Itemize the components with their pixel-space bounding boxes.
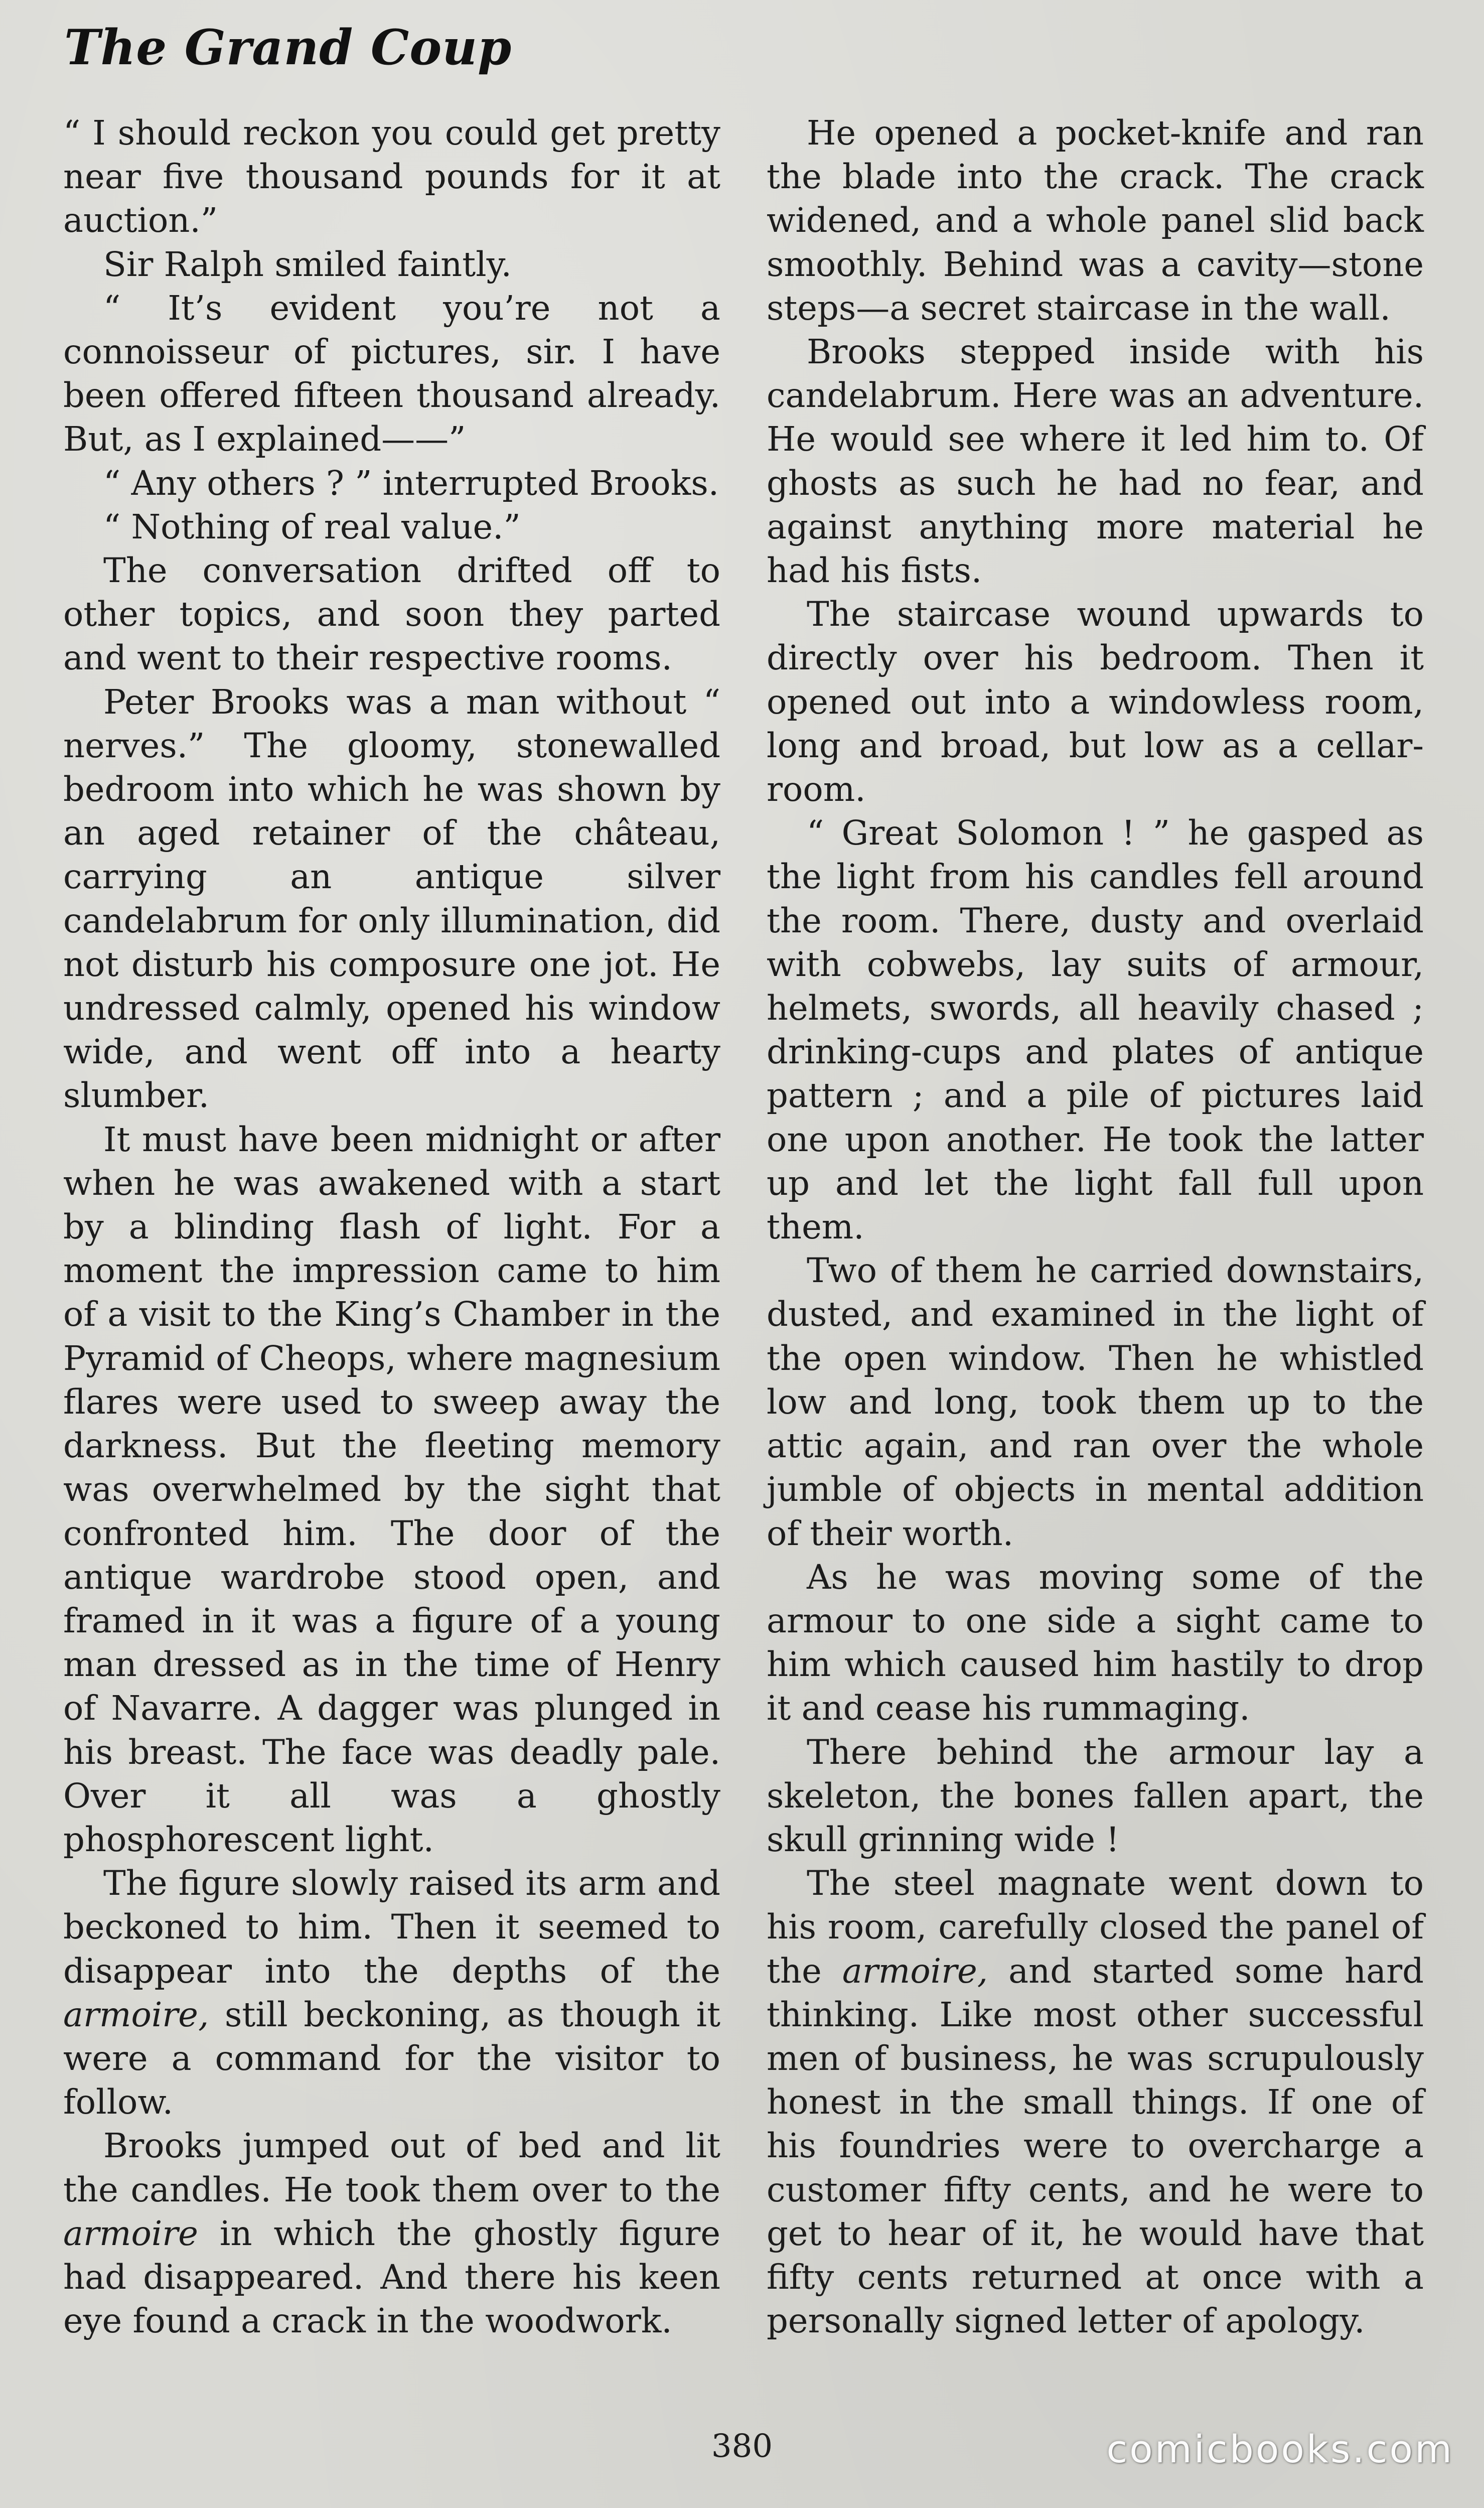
paragraph [63, 1862, 720, 2124]
paragraph: “ It’s evident you’re not a connoisseur of pictures, sir. I have been offered fifteen thousand already. But, as I explained——” [63, 288, 720, 459]
paragraph: “ I should reckon you could get pretty near five thousand pounds for it at auction.” [63, 113, 720, 240]
italic-word: armoire, [63, 1995, 209, 2034]
italic-word: armoire, [842, 1951, 988, 1991]
page-number: 380 [711, 2428, 773, 2465]
paragraph: “ Any others ? ” interrupted Brooks. [103, 463, 719, 503]
paragraph: “ Great Solomon ! ” he gasped as the light from his candles fell around the room. There, dusty and overlaid with cobwebs, lay suits of armour, helmets, swords, all heavily chased ; drinking-cups and plates of antique pattern ; and a pile of pictures laid one upon another. He took the latter up and let the light fall full upon them. [767, 813, 1424, 1247]
paragraph: Peter Brooks was a man without “ nerves.” The gloomy, stonewalled bedroom into which he was shown by an aged retainer of the château, carrying an antique silver candelabrum for only illumination, did not disturb his composure one jot. He undressed calmly, opened his window wide, and went off into a hearty slumber. [63, 682, 720, 1116]
site-watermark: comicbooks.com [1106, 2427, 1454, 2471]
paragraph-text: Brooks jumped out of bed and lit the candles. He took them over to the [63, 2126, 720, 2209]
paragraph: “ Nothing of real value.” [103, 507, 521, 546]
paragraph: The conversation drifted off to other topics, and soon they parted and went to their respective rooms. [63, 551, 720, 678]
paragraph-text: The steel magnate went down to his room, carefully closed the panel of the [767, 1864, 1424, 1991]
paragraph: Sir Ralph smiled faintly. [103, 244, 512, 284]
paragraph: There behind the armour lay a skeleton, the bones fallen apart, the skull grinning wide ! [767, 1732, 1424, 1859]
paragraph: As he was moving some of the armour to one side a sight came to him which caused him hastily to drop it and cease his rummaging. [767, 1557, 1424, 1728]
paragraph: The staircase wound upwards to directly over his bedroom. Then it opened out into a windowless room, long and broad, but low as a cellar-room. [767, 595, 1424, 809]
paragraph-text: still beckoning, as though it were a command for the visitor to follow. [63, 1995, 720, 2122]
paragraph-text: and started some hard thinking. Like most other successful men of business, he was scrupulously honest in the small things. If one of his foundries were to overcharge a customer fifty cents, and he were to get to hear of it, he would have that fifty cents returned at once with a personally signed letter of apology. [767, 1951, 1424, 2341]
paragraph: It must have been midnight or after when he was awakened with a start by a blinding flash of light. For a moment the impression came to him of a visit to the King’s Chamber in the Pyramid of Cheops, where magnesium flares were used to sweep away the darkness. But the fleeting memory was overwhelmed by the sight that confronted him. The door of the antique wardrobe stood open, and framed in it was a figure of a young man dressed as in the time of Henry of Navarre. A dagger was plunged in his breast. The face was deadly pale. Over it all was a ghostly phosphorescent light. [63, 1120, 720, 1859]
left-text-column [63, 111, 720, 2343]
paragraph [63, 2124, 720, 2343]
right-text-column [767, 111, 1424, 2343]
paragraph: Brooks stepped inside with his candelabrum. Here was an adventure. He would see where it led him to. Of ghosts as such he had no fear, and against anything more material he had his fists. [767, 332, 1424, 591]
paragraph: Two of them he carried downstairs, dusted, and examined in the light of the open window. Then he whistled low and long, took them up to the attic again, and ran over the whole jumble of objects in mental addition of their worth. [767, 1251, 1424, 1553]
paragraph: He opened a pocket-knife and ran the blade into the crack. The crack widened, and a whole panel slid back smoothly. Behind was a cavity—stone steps—a secret staircase in the wall. [767, 113, 1424, 328]
paragraph-text: The figure slowly raised its arm and beckoned to him. Then it seemed to disappear into the depths of the [63, 1864, 720, 1991]
paragraph [767, 1862, 1424, 2343]
paragraph-text: in which the ghostly figure had disappeared. And there his keen eye found a crack in the woodwork. [63, 2213, 720, 2341]
story-title: The Grand Coup [64, 19, 512, 76]
italic-word: armoire [63, 2213, 198, 2253]
